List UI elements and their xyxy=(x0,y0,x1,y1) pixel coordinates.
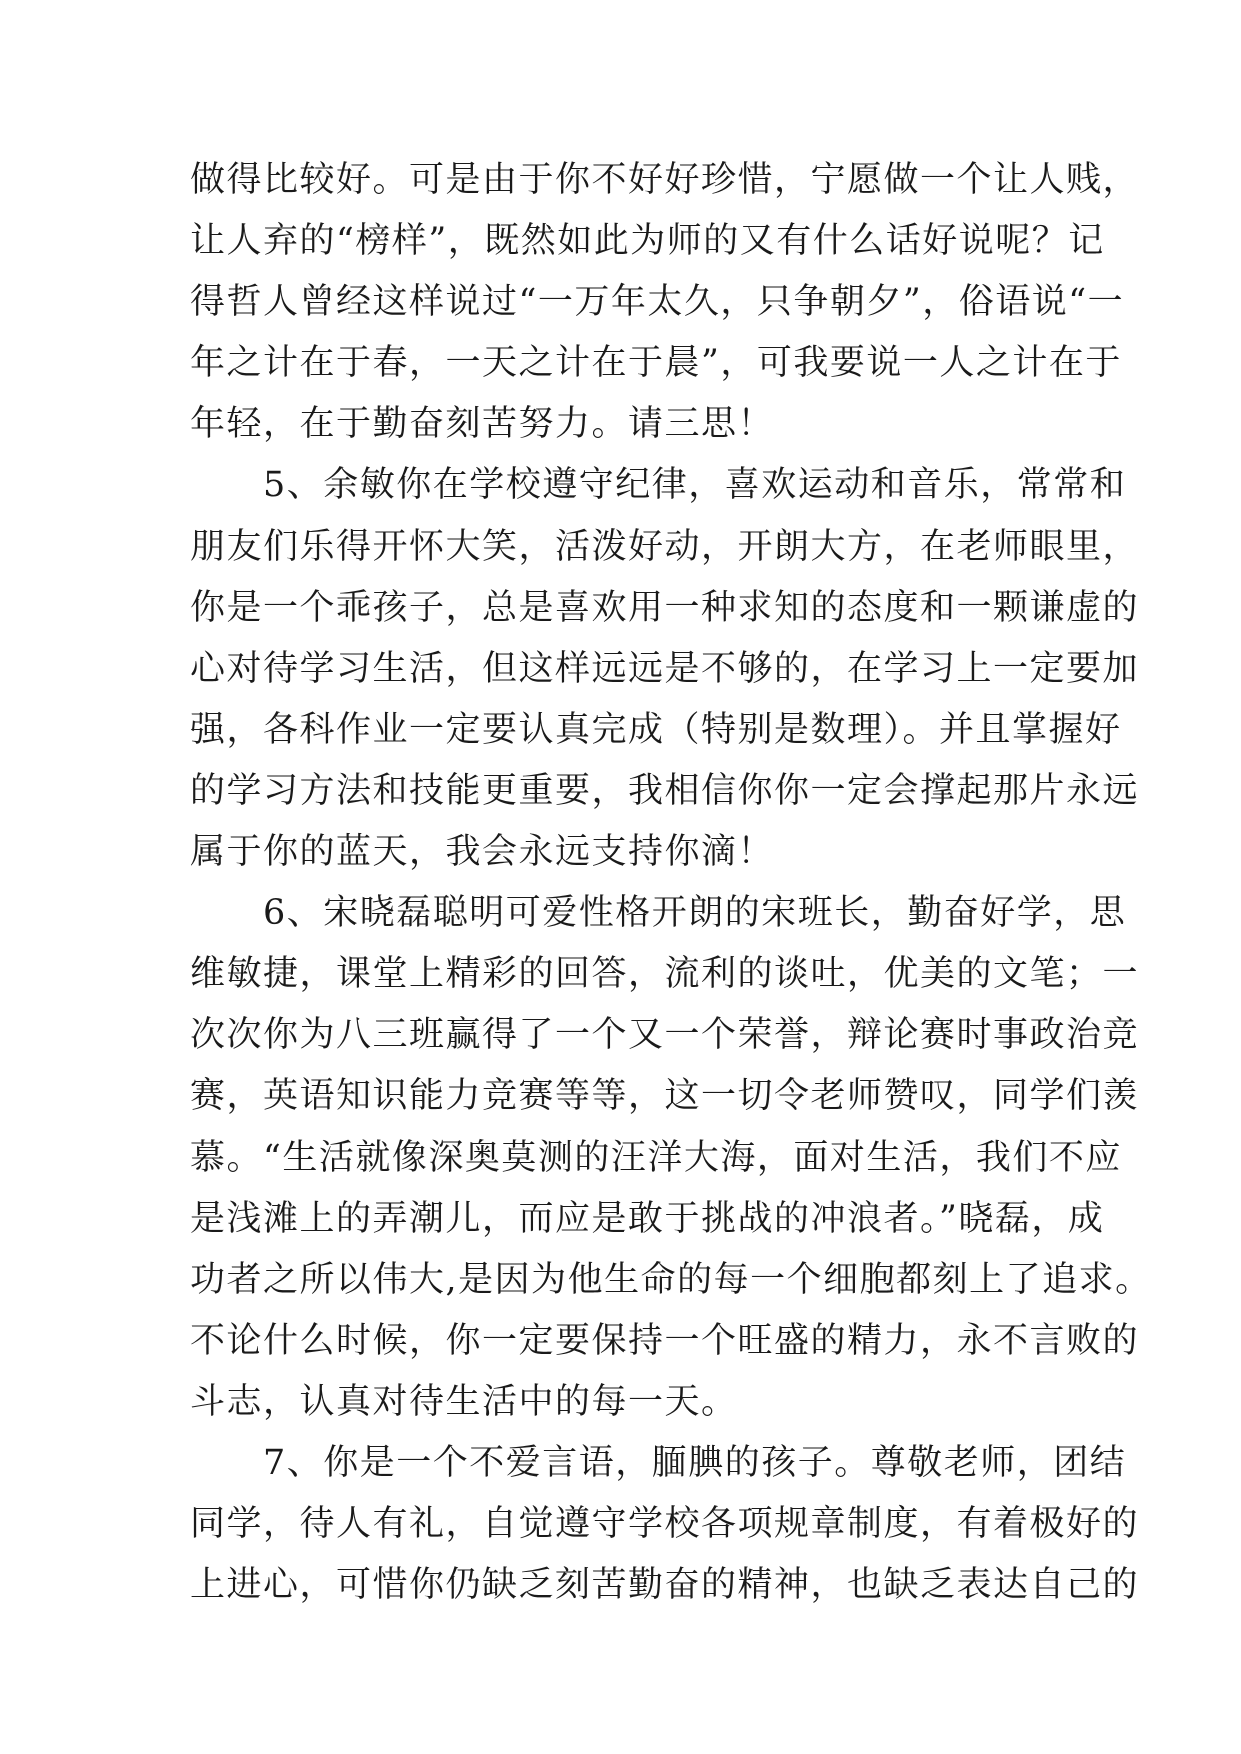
text-line: 年轻，在于勤奋刻苦努力。请三思！ xyxy=(190,404,775,445)
text-line: 同学，待人有礼，自觉遵守学校各项规章制度，有着极好的 xyxy=(190,1504,1140,1545)
text-line: 属于你的蓝天，我会永远支持你滴！ xyxy=(190,832,775,873)
text-line: 不论什么时候，你一定要保持一个旺盛的精力，永不言败的 xyxy=(190,1320,1140,1361)
paragraph-6-start: 6、宋晓磊聪明可爱性格开朗的宋班长，勤奋好学，思 xyxy=(190,893,1127,934)
text-line: 年之计在于春，一天之计在于晨”，可我要说一人之计在于 xyxy=(190,343,1122,384)
text-line: 维敏捷，课堂上精彩的回答，流利的谈吐，优美的文笔；一 xyxy=(190,954,1140,995)
text-line: 功者之所以伟大,是因为他生命的每一个细胞都刻上了追求。 xyxy=(190,1259,1152,1300)
text-line: 得哲人曾经这样说过“一万年太久，只争朝夕”，俗语说“一 xyxy=(190,282,1125,323)
text-line: 心对待学习生活，但这样远远是不够的，在学习上一定要加 xyxy=(190,648,1140,689)
text-line: 让人弃的“榜样”，既然如此为师的又有什么话好说呢？记 xyxy=(190,221,1105,262)
text-line: 斗志，认真对待生活中的每一天。 xyxy=(190,1381,738,1422)
text-line: 的学习方法和技能更重要，我相信你你一定会撑起那片永远 xyxy=(190,770,1140,811)
text-line: 朋友们乐得开怀大笑，活泼好动，开朗大方，在老师眼里， xyxy=(190,526,1140,567)
body-text xyxy=(190,150,1152,1616)
text-line: 强，各科作业一定要认真完成（特别是数理）。并且掌握好 xyxy=(190,709,1122,750)
text-line: 做得比较好。可是由于你不好好珍惜，宁愿做一个让人贱， xyxy=(190,160,1140,200)
text-line: 赛，英语知识能力竞赛等等，这一切令老师赞叹，同学们羡 xyxy=(190,1076,1140,1117)
text-line: 次次你为八三班赢得了一个又一个荣誉，辩论赛时事政治竞 xyxy=(190,1015,1140,1056)
text-line: 你是一个乖孩子，总是喜欢用一种求知的态度和一颗谦虚的 xyxy=(190,587,1140,628)
text-line: 是浅滩上的弄潮儿，而应是敢于挑战的冲浪者。”晓磊，成 xyxy=(190,1198,1105,1239)
text-line: 慕。“生活就像深奥莫测的汪洋大海，面对生活，我们不应 xyxy=(190,1137,1122,1178)
paragraph-5-start: 5、余敏你在学校遵守纪律，喜欢运动和音乐，常常和 xyxy=(190,465,1127,506)
text-line: 上进心，可惜你仍缺乏刻苦勤奋的精神，也缺乏表达自己的 xyxy=(190,1565,1140,1606)
paragraph-7-start: 7、你是一个不爱言语，腼腆的孩子。尊敬老师，团结 xyxy=(190,1442,1127,1483)
